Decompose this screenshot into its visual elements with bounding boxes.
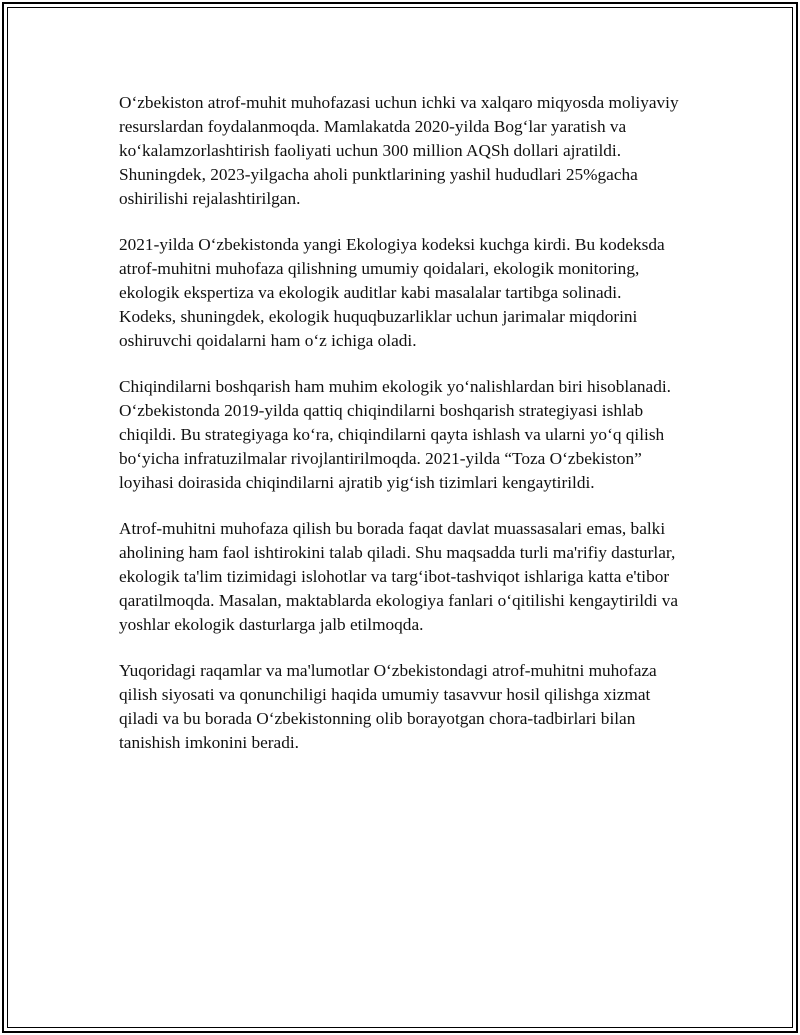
paragraph-3: Chiqindilarni boshqarish ham muhim ekologik yo‘nalishlardan biri hisoblanadi. O‘zbekistonda 2019-yilda qattiq chiqindilarni boshqarish strategiyasi ishlab chiqildi. Bu strategiyaga ko‘ra, chiqindilarni qayta ishlash va ularni yo‘q qilish bo‘yicha infratuzilmalar rivojlantirilmoqda. 2021-yilda “Toza O‘zbekiston” loyihasi doirasida chiqindilarni ajratib yig‘ish tizimlari kengaytirildi. bbox=[119, 377, 671, 492]
paragraph-5: Yuqoridagi raqamlar va ma'lumotlar O‘zbekistondagi atrof-muhitni muhofaza qilish siyosati va qonunchiligi haqida umumiy tasavvur hosil qilishga xizmat qiladi va bu borada O‘zbekistonning olib borayotgan chora-tadbirlari bilan tanishish imkonini beradi. bbox=[119, 661, 657, 752]
document-body bbox=[119, 91, 681, 777]
paragraph-2: 2021-yilda O‘zbekistonda yangi Ekologiya kodeksi kuchga kirdi. Bu kodeksda atrof-muhitni muhofaza qilishning umumiy qoidalari, ekologik monitoring, ekologik ekspertiza va ekologik auditlar kabi masalalar tartibga solinadi. Kodeks, shuningdek, ekologik huquqbuzarliklar uchun jarimalar miqdorini oshiruvchi qoidalarni ham o‘z ichiga oladi. bbox=[119, 235, 665, 350]
paragraph-1: O‘zbekiston atrof-muhit muhofazasi uchun ichki va xalqaro miqyosda moliyaviy resurslardan foydalanmoqda. Mamlakatda 2020-yilda Bog‘lar yaratish va ko‘kalamzorlashtirish faoliyati uchun 300 million AQSh dollari ajratildi. Shuningdek, 2023-yilgacha aholi punktlarining yashil hududlari 25%gacha oshirilishi rejalashtirilgan. bbox=[119, 93, 679, 208]
paragraph-4: Atrof-muhitni muhofaza qilish bu borada faqat davlat muassasalari emas, balki aholining ham faol ishtirokini talab qiladi. Shu maqsadda turli ma'rifiy dasturlar, ekologik ta'lim tizimidagi islohotlar va targ‘ibot-tashviqot ishlariga katta e'tibor qaratilmoqda. Masalan, maktablarda ekologiya fanlari o‘qitilishi kengaytirildi va yoshlar ekologik dasturlarga jalb etilmoqda. bbox=[119, 519, 679, 634]
